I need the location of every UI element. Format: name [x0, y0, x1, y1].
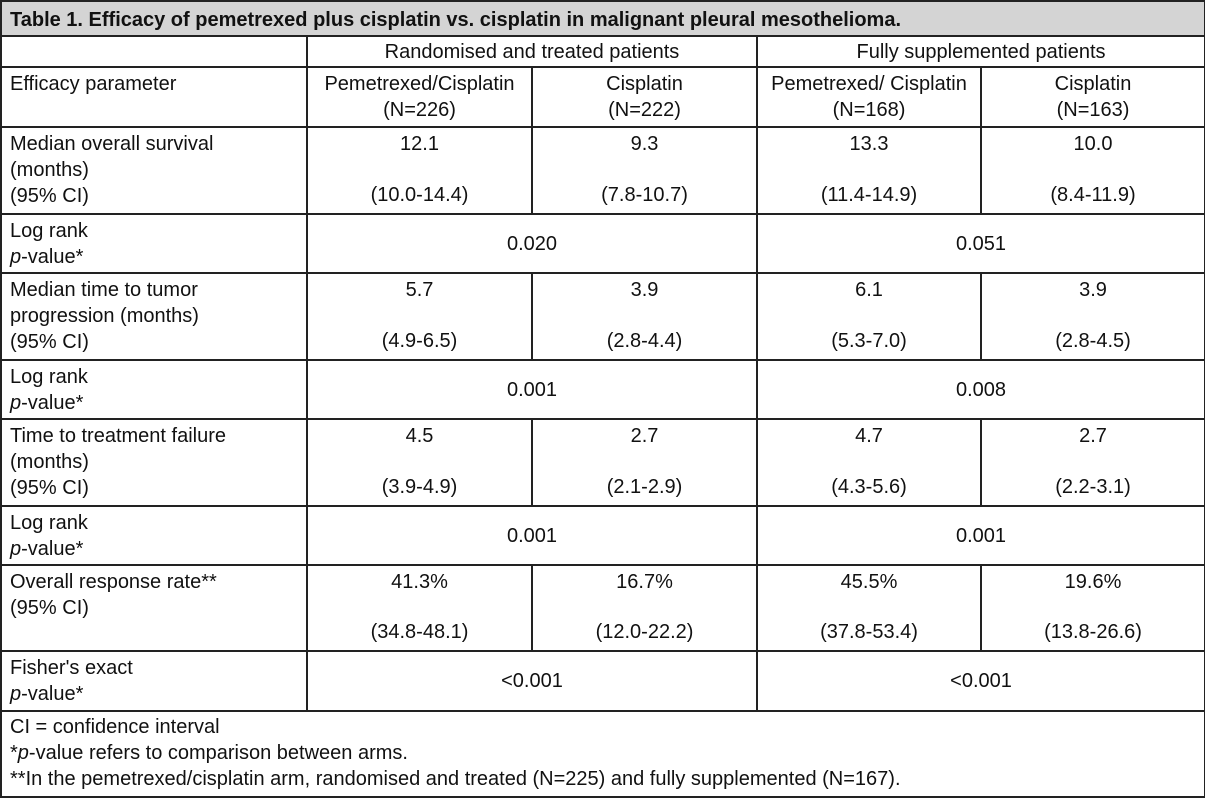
ci-value: (4.3-5.6): [831, 476, 907, 498]
table-row: [1, 506, 1205, 565]
empty-header-cell: [1, 36, 307, 67]
param-line: (95% CI): [10, 477, 89, 499]
value-cell: [757, 419, 981, 506]
p-value-cell: <0.001: [757, 651, 1205, 711]
param-line: Time to treatment failure: [10, 425, 227, 447]
ci-value: (11.4-14.9): [820, 184, 918, 206]
param-line: [10, 681, 298, 707]
param-line: Median overall survival: [10, 133, 214, 155]
param-line: Median time to tumor: [10, 279, 198, 301]
p-italic: p: [10, 246, 22, 268]
param-cell: [1, 419, 307, 506]
p-italic: p: [10, 392, 22, 414]
footnote-star: *: [10, 742, 18, 764]
table-row: [1, 565, 1205, 651]
p-value-cell: 0.051: [757, 214, 1205, 273]
ci-value: (3.9-4.9): [381, 476, 458, 498]
ci-value: (2.8-4.4): [606, 330, 683, 352]
value-cell: [757, 273, 981, 360]
p-suffix: -value*: [21, 538, 84, 560]
param-line: (months): [10, 451, 89, 473]
p-value-cell: 0.001: [307, 360, 757, 419]
p-italic: p: [10, 538, 22, 560]
arm-header: [981, 67, 1205, 127]
p-value-cell: 0.008: [757, 360, 1205, 419]
estimate-value: 4.5: [405, 425, 434, 447]
footnote-double-star: **In the pemetrexed/cisplatin arm, randomised and treated (N=225) and fully supplemented (N=167).: [10, 768, 901, 790]
param-line: Fisher's exact: [10, 657, 133, 679]
estimate-value: 3.9: [630, 279, 659, 301]
value-cell: [307, 565, 532, 651]
param-line: [10, 390, 298, 416]
footnotes: [1, 711, 1205, 797]
arm-name: Pemetrexed/Cisplatin: [324, 73, 515, 95]
arm-header: [307, 67, 532, 127]
p-suffix: -value*: [21, 392, 84, 414]
estimate-value: 4.7: [855, 425, 883, 447]
estimate-value: 13.3: [849, 133, 889, 155]
param-line: (months): [10, 159, 89, 181]
p-value-cell: <0.001: [307, 651, 757, 711]
arm-name: Cisplatin: [606, 73, 683, 95]
arm-count: (N=163): [1056, 99, 1130, 121]
table-row: [1, 419, 1205, 506]
param-line: [10, 536, 298, 562]
ci-value: (34.8-48.1): [370, 621, 469, 643]
p-value-cell: 0.020: [307, 214, 757, 273]
param-line: (95% CI): [10, 331, 89, 353]
estimate-value: 2.7: [630, 425, 659, 447]
ci-value: (2.1-2.9): [606, 476, 683, 498]
p-value-cell: 0.001: [307, 506, 757, 565]
ci-value: (37.8-53.4): [820, 621, 918, 643]
footnote-ci: CI = confidence interval: [10, 716, 220, 738]
ci-value: (5.3-7.0): [831, 330, 907, 352]
estimate-value: 41.3%: [391, 571, 448, 593]
p-value-cell: 0.001: [757, 506, 1205, 565]
value-cell: [532, 273, 757, 360]
ci-value: (2.2-3.1): [1055, 476, 1131, 498]
param-cell: [1, 360, 307, 419]
footnote-p-text: -value refers to comparison between arms.: [28, 742, 408, 764]
arm-name: Pemetrexed/ Cisplatin: [771, 73, 967, 95]
table-row: [1, 651, 1205, 711]
param-line: Log rank: [10, 512, 88, 534]
param-line: [10, 244, 298, 270]
estimate-value: 12.1: [400, 133, 439, 155]
param-cell: [1, 565, 307, 651]
ci-value: (10.0-14.4): [370, 184, 469, 206]
param-line: Overall response rate**: [10, 571, 217, 593]
estimate-value: 16.7%: [616, 571, 673, 593]
param-line: Log rank: [10, 220, 88, 242]
param-line: Log rank: [10, 366, 88, 388]
arm-count: (N=226): [383, 99, 456, 121]
arm-count: (N=168): [832, 99, 906, 121]
value-cell: [307, 127, 532, 214]
group-header-fully-supplemented: Fully supplemented patients: [757, 36, 1205, 67]
table-row: [1, 127, 1205, 214]
estimate-value: 5.7: [405, 279, 434, 301]
value-cell: [532, 419, 757, 506]
group-header-randomised: Randomised and treated patients: [307, 36, 757, 67]
param-cell: [1, 273, 307, 360]
ci-value: (2.8-4.5): [1055, 330, 1131, 352]
value-cell: [981, 565, 1205, 651]
ci-value: (13.8-26.6): [1044, 621, 1142, 643]
arm-count: (N=222): [608, 99, 681, 121]
table-title: Table 1. Efficacy of pemetrexed plus cisplatin vs. cisplatin in malignant pleural mesothelioma.: [1, 1, 1205, 36]
table-row: [1, 360, 1205, 419]
p-italic: p: [10, 683, 22, 705]
value-cell: [757, 565, 981, 651]
table-row: [1, 214, 1205, 273]
param-line: (95% CI): [10, 185, 89, 207]
value-cell: [981, 273, 1205, 360]
value-cell: [307, 273, 532, 360]
arm-name: Cisplatin: [1054, 73, 1132, 95]
estimate-value: 10.0: [1073, 133, 1113, 155]
estimate-value: 19.6%: [1064, 571, 1122, 593]
estimate-value: 3.9: [1079, 279, 1107, 301]
ci-value: (8.4-11.9): [1050, 184, 1136, 206]
ci-value: (4.9-6.5): [381, 330, 458, 352]
value-cell: [981, 127, 1205, 214]
table-row: [1, 273, 1205, 360]
ci-value: (12.0-22.2): [595, 621, 694, 643]
value-cell: [981, 419, 1205, 506]
ci-value: (7.8-10.7): [601, 184, 688, 206]
estimate-value: 9.3: [630, 133, 659, 155]
estimate-value: 6.1: [855, 279, 883, 301]
value-cell: [307, 419, 532, 506]
param-cell: [1, 506, 307, 565]
arm-header: [532, 67, 757, 127]
param-line: (95% CI): [10, 597, 89, 619]
value-cell: [532, 565, 757, 651]
footnote-p-italic: p: [17, 742, 29, 764]
estimate-value: 2.7: [1079, 425, 1107, 447]
value-cell: [757, 127, 981, 214]
p-suffix: -value*: [21, 683, 84, 705]
param-cell: [1, 651, 307, 711]
p-suffix: -value*: [21, 246, 84, 268]
param-cell: [1, 127, 307, 214]
param-header: Efficacy parameter: [1, 67, 307, 127]
value-cell: [532, 127, 757, 214]
estimate-value: 45.5%: [840, 571, 898, 593]
param-line: progression (months): [10, 305, 199, 327]
param-cell: [1, 214, 307, 273]
arm-header: [757, 67, 981, 127]
footnote-pvalue: [10, 740, 1196, 766]
footnote-row: [1, 711, 1205, 797]
